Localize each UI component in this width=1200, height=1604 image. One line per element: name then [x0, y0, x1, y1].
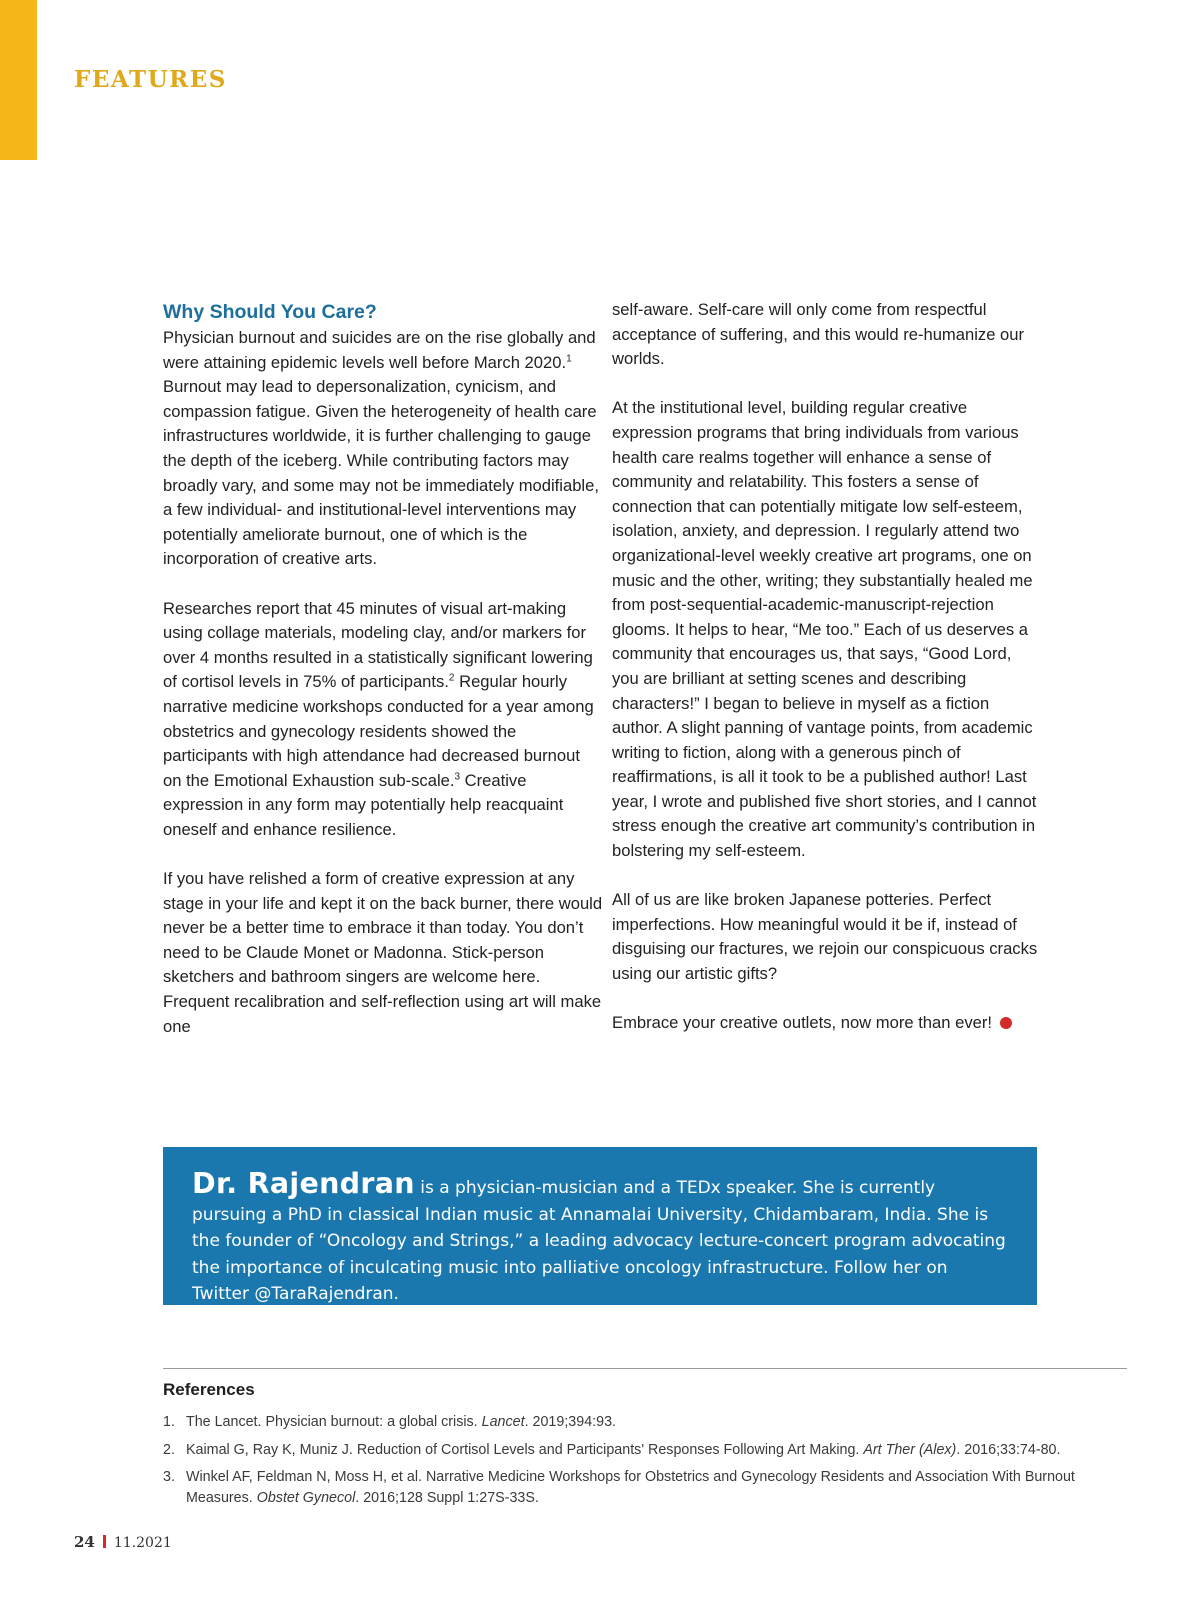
paragraph [163, 326, 603, 572]
references-list [163, 1412, 1123, 1515]
paragraph-text: Creative expression in any form may potentially help reacquaint oneself and enhance resilience. [163, 770, 564, 839]
citation-marker: 3 [454, 771, 461, 783]
author-bio-box [163, 1147, 1037, 1305]
issue-date: 11.2021 [113, 1535, 172, 1551]
paragraph-text: Regular hourly narrative medicine workshops conducted for a year among obstetrics and gynecology residents showed the participants with high attendance had decreased burnout on the Emotional Exhaustion sub-scale. [163, 672, 594, 790]
references-title: References [163, 1380, 255, 1399]
citation-marker: 1 [566, 353, 572, 365]
reference-details: . 2016;128 Suppl 1:27S-33S. [355, 1489, 539, 1506]
paragraph [163, 597, 603, 843]
references-divider [163, 1368, 1127, 1369]
paragraph: At the institutional level, building regular creative expression programs that bring individuals from various health care realms together will enhance a sense of community and relatability. This fosters a sense of connection that can potentially mitigate low self-esteem, isolation, anxiety, and depression. I regularly attend two organizational-level weekly creative art programs, one on music and the other, writing; they substantially healed me from post-sequential-academic-manuscript-rejection glooms. It helps to hear, “Me too.” Each of us deserves a community that encourages us, that says, “Good Lord, you are brilliant at setting scenes and describing characters!” I began to believe in myself as a fiction author. A slight panning of vantage points, from academic writing to fiction, along with a generous pinch of reaffirmations, is all it took to be a published author! Last year, I wrote and published five short stories, and I cannot stress enough the creative art community’s contribution in bolstering my self-esteem. [612, 398, 1037, 861]
page-number: 24 [74, 1533, 95, 1551]
reference-number: 3. [163, 1469, 175, 1485]
reference-details: . 2019;394:93. [524, 1414, 617, 1430]
reference-journal: Obstet Gynecol [256, 1489, 356, 1506]
footer-divider [103, 1535, 106, 1548]
reference-number: 1. [163, 1414, 175, 1430]
reference-item [163, 1412, 1123, 1433]
reference-details: . 2016;33:74-80. [956, 1441, 1061, 1458]
reference-journal: Lancet [481, 1414, 525, 1430]
article-column-right [612, 298, 1042, 1036]
reference-text: The Lancet. Physician burnout: a global crisis. [186, 1414, 482, 1430]
reference-text: Kaimal G, Ray K, Muniz J. Reduction of Cortisol Levels and Participants' Responses Following Art Making. [186, 1441, 864, 1458]
section-label: FEATURES [74, 66, 227, 93]
section-color-tab [0, 0, 37, 160]
paragraph-text: Researches report that 45 minutes of visual art-making using collage materials, modeling clay, and/or markers for over 4 months resulted in a statistically significant lowering of cortisol levels in 75% of participants. [163, 598, 593, 692]
paragraph-text: Physician burnout and suicides are on the rise globally and were attaining epidemic levels well before March 2020. [163, 328, 596, 372]
article-heading: Why Should You Care? [163, 301, 377, 323]
paragraph: If you have relished a form of creative expression at any stage in your life and kept it on the back burner, there would never be a better time to embrace it than today. You don’t need to be Claude Monet or Madonna. Stick-person sketchers and bathroom singers are welcome here. Frequent recalibration and self-reflection using art will make one [163, 869, 603, 1036]
paragraph: All of us are like broken Japanese potteries. Perfect imperfections. How meaningful would it be if, instead of disguising our fractures, we rejoin our conspicuous cracks using our artistic gifts? [612, 890, 1038, 984]
reference-journal: Art Ther (Alex) [863, 1441, 957, 1458]
article-column-left [163, 298, 603, 1064]
reference-item [163, 1467, 1123, 1508]
closing-line [612, 1011, 1042, 1036]
reference-item [163, 1440, 1123, 1461]
paragraph-text: Burnout may lead to depersonalization, cynicism, and compassion fatigue. Given the heterogeneity of health care infrastructures worldwide, it is further challenging to gauge the depth of the iceberg. While contributing factors may broadly vary, and some may not be immediately modifiable, a few individual- and institutional-level interventions may potentially ameliorate burnout, one of which is the incorporation of creative arts. [163, 377, 599, 569]
paragraph: self-aware. Self-care will only come from respectful acceptance of suffering, and this would re-humanize our worlds. [612, 300, 1025, 369]
citation-marker: 2 [448, 672, 455, 684]
author-bio-text: is a physician-musician and a TEDx speaker. She is currently pursuing a PhD in classical Indian music at Annamalai University, Chidambaram, India. She is the founder of “Oncology and Strings,” a leading advocacy lecture-concert program advocating the importance of inculcating music into palliative oncology infrastructure. Follow her on Twitter @TaraRajendran. [192, 1178, 1006, 1304]
page-footer [74, 1533, 172, 1551]
reference-text: Winkel AF, Feldman N, Moss H, et al. Narrative Medicine Workshops for Obstetrics and Gynecology Residents and Association With Burnout Measures. [186, 1469, 1075, 1506]
reference-number: 2. [163, 1441, 175, 1458]
closing-text: Embrace your creative outlets, now more than ever! [612, 1013, 992, 1033]
end-mark-icon [1000, 1017, 1012, 1029]
author-name: Dr. Rajendran [192, 1167, 415, 1200]
